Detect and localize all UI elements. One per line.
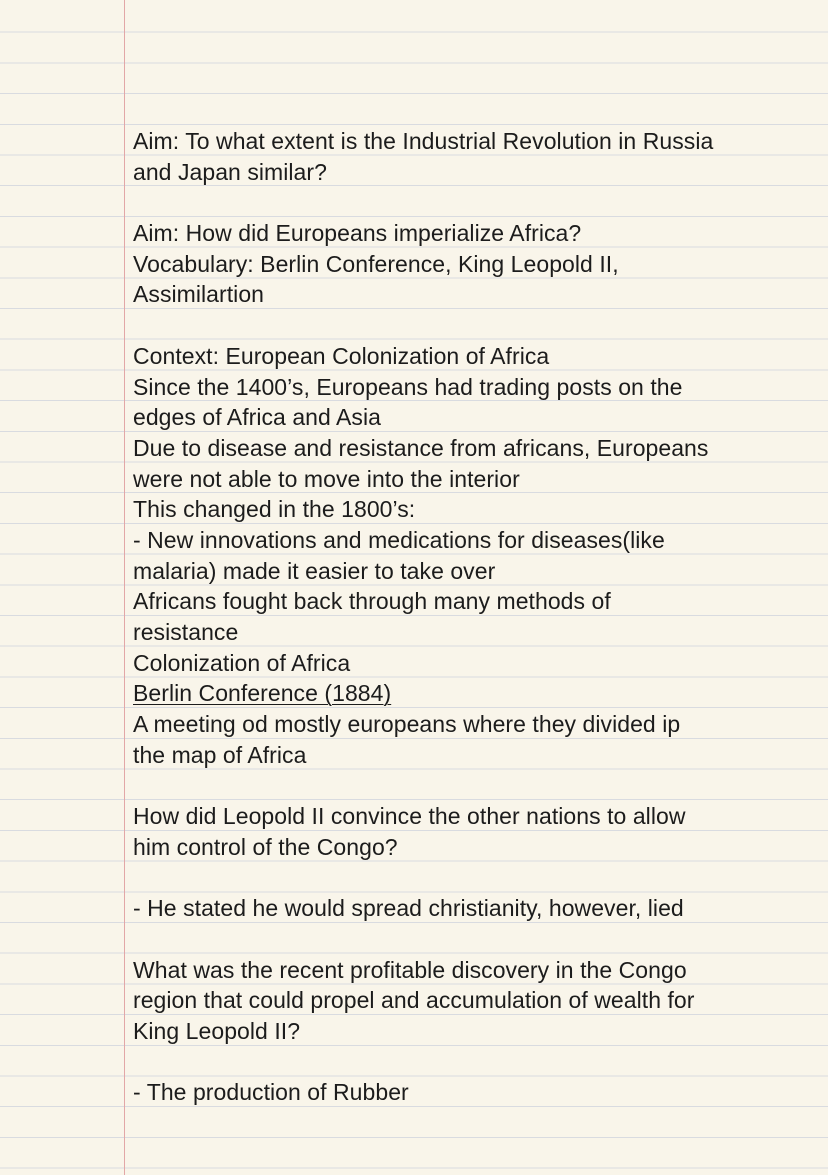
- context-line-4: were not able to move into the interior: [133, 465, 520, 492]
- vocabulary-line-2: Assimilartion: [133, 281, 265, 308]
- context-line-3: Due to disease and resistance from africans, Europeans: [133, 434, 709, 461]
- colonization-heading: Colonization of Africa: [133, 649, 351, 676]
- context-line-5: This changed in the 1800’s:: [133, 496, 416, 523]
- notebook-margin-line: [124, 0, 125, 1175]
- context-line-2: edges of Africa and Asia: [133, 404, 381, 431]
- aim-1-line-1: Aim: To what extent is the Industrial Revolution in Russia: [133, 128, 714, 154]
- blank-line: [133, 863, 813, 894]
- innovations-line-1: - New innovations and medications for diseases(like: [133, 526, 665, 553]
- answer-1-line: - He stated he would spread christianity, however, lied: [133, 895, 684, 922]
- blank-line: [133, 310, 813, 341]
- question-2-line-3: King Leopold II?: [133, 1017, 301, 1044]
- berlin-conference-heading: Berlin Conference (1884): [133, 680, 392, 707]
- aim-2-line: Aim: How did Europeans imperialize Africa?: [133, 220, 582, 247]
- context-line-1: Since the 1400’s, Europeans had trading posts on the: [133, 373, 683, 400]
- question-1-line-1: How did Leopold II convince the other nations to allow: [133, 803, 686, 830]
- question-1-line-2: him control of the Congo?: [133, 833, 398, 860]
- aim-1-line-2: and Japan similar?: [133, 158, 327, 185]
- blank-line: [133, 1047, 813, 1078]
- blank-line: [133, 187, 813, 218]
- answer-2-line: - The production of Rubber: [133, 1079, 409, 1106]
- question-2-line-2: region that could propel and accumulation of wealth for: [133, 987, 695, 1014]
- blank-line: [133, 770, 813, 801]
- berlin-conference-line-2: the map of Africa: [133, 741, 307, 768]
- resistance-line-2: resistance: [133, 619, 239, 645]
- context-heading: Context: European Colonization of Africa: [133, 342, 550, 369]
- innovations-line-2: malaria) made it easier to take over: [133, 557, 496, 584]
- notes-body: [133, 126, 813, 1108]
- vocabulary-line-1: Vocabulary: Berlin Conference, King Leopold II,: [133, 250, 619, 277]
- resistance-line-1: Africans fought back through many methods of: [133, 588, 611, 615]
- blank-line: [133, 924, 813, 955]
- berlin-conference-line-1: A meeting od mostly europeans where they divided ip: [133, 711, 681, 738]
- question-2-line-1: What was the recent profitable discovery in the Congo: [133, 956, 687, 983]
